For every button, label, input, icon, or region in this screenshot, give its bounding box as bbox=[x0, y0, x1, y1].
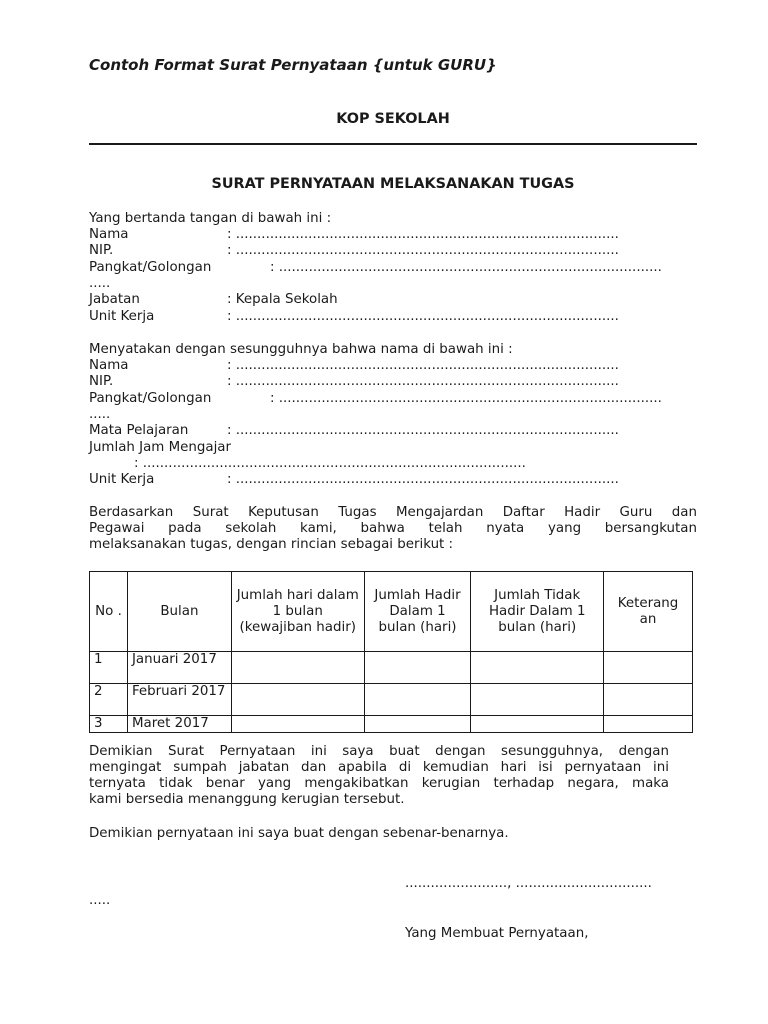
section1-nama-label: Nama bbox=[89, 227, 129, 242]
section2-jam-label: Jumlah Jam Mengajar bbox=[89, 440, 232, 455]
table-row bbox=[90, 716, 693, 733]
cell-bulan: Januari 2017 bbox=[127, 652, 231, 684]
cell-empty bbox=[471, 684, 604, 716]
header-keterangan: Keterang an bbox=[604, 572, 693, 652]
cell-empty bbox=[364, 684, 471, 716]
closing-line-4: kami bersedia menanggung kerugian tersebut. bbox=[89, 792, 405, 807]
cell-empty bbox=[231, 652, 364, 684]
basis-line-3: melaksanakan tugas, dengan rincian sebagai berikut : bbox=[89, 537, 454, 552]
cell-empty bbox=[231, 716, 364, 733]
section1-nip-field: : .......................................................................................... bbox=[227, 243, 619, 258]
section1-jabatan-field: : Kepala Sekolah bbox=[227, 292, 338, 307]
section2-nip-field: : .......................................................................................... bbox=[227, 374, 619, 389]
closing-line-3: ternyata tidak benar yang mengakibatkan kerugian terhadap negara, maka bbox=[89, 776, 669, 791]
final-statement: Demikian pernyataan ini saya buat dengan sebenar-benarnya. bbox=[89, 826, 509, 841]
cell-empty bbox=[364, 716, 471, 733]
closing-line-1: Demikian Surat Pernyataan ini saya buat dengan sesungguhnya, dengan bbox=[89, 744, 669, 759]
closing-paragraph bbox=[89, 744, 669, 808]
table-header-row bbox=[90, 572, 693, 652]
cell-empty bbox=[471, 652, 604, 684]
header-no: No . bbox=[90, 572, 128, 652]
cell-bulan: Maret 2017 bbox=[127, 716, 231, 733]
section1-jabatan-label: Jabatan bbox=[89, 292, 140, 307]
header-jumlah-tidak-hadir: Jumlah Tidak Hadir Dalam 1 bulan (hari) bbox=[471, 572, 604, 652]
section2-mapel-label: Mata Pelajaran bbox=[89, 423, 189, 438]
cell-empty bbox=[604, 684, 693, 716]
section2-nama-field: : .......................................................................................... bbox=[227, 358, 619, 373]
section1-intro: Yang bertanda tangan di bawah ini : bbox=[89, 211, 332, 226]
section1-pangkat-label: Pangkat/Golongan bbox=[89, 260, 212, 275]
section1-unit-label: Unit Kerja bbox=[89, 309, 155, 324]
basis-line-2: Pegawai pada sekolah kami, bahwa telah nyata yang bersangkutan bbox=[89, 521, 697, 536]
section1-unit-field: : .......................................................................................... bbox=[227, 309, 619, 324]
place-date-cont: ..... bbox=[89, 893, 111, 908]
cell-empty bbox=[364, 652, 471, 684]
section2-nip-label: NIP. bbox=[89, 374, 114, 389]
cell-no: 2 bbox=[90, 684, 128, 716]
section2-unit-label: Unit Kerja bbox=[89, 472, 155, 487]
letterhead-divider bbox=[89, 143, 697, 145]
cell-no: 3 bbox=[90, 716, 128, 733]
cell-no: 1 bbox=[90, 652, 128, 684]
header-jumlah-hari: Jumlah hari dalam 1 bulan (kewajiban hadir) bbox=[231, 572, 364, 652]
section1-pangkat-field: : .......................................................................................... bbox=[270, 260, 662, 275]
section2-mapel-field: : .......................................................................................... bbox=[227, 423, 619, 438]
section2-intro: Menyatakan dengan sesungguhnya bahwa nama di bawah ini : bbox=[89, 342, 513, 357]
attendance-table bbox=[89, 571, 693, 733]
section2-jam-field: : .......................................................................................... bbox=[134, 456, 526, 471]
cell-empty bbox=[604, 716, 693, 733]
header-jumlah-hadir: Jumlah Hadir Dalam 1 bulan (hari) bbox=[364, 572, 471, 652]
section2-pangkat-label: Pangkat/Golongan bbox=[89, 391, 212, 406]
place-date-field: ........................, ................................ bbox=[405, 876, 652, 891]
section2-pangkat-cont: ..... bbox=[89, 407, 111, 422]
section1-nama-field: : .......................................................................................... bbox=[227, 227, 619, 242]
cell-empty bbox=[471, 716, 604, 733]
cell-bulan: Februari 2017 bbox=[127, 684, 231, 716]
cell-empty bbox=[604, 652, 693, 684]
section2-pangkat-field: : .......................................................................................... bbox=[270, 391, 662, 406]
table-row bbox=[90, 652, 693, 684]
basis-line-1: Berdasarkan Surat Keputusan Tugas Mengajardan Daftar Hadir Guru dan bbox=[89, 505, 697, 520]
section2-unit-field: : .......................................................................................... bbox=[227, 472, 619, 487]
header-bulan: Bulan bbox=[127, 572, 231, 652]
section1-pangkat-cont: ..... bbox=[89, 276, 111, 291]
signature-closing: Yang Membuat Pernyataan, bbox=[405, 926, 589, 941]
school-letterhead-label: KOP SEKOLAH bbox=[336, 111, 450, 127]
document-title: Contoh Format Surat Pernyataan {untuk GURU} bbox=[89, 56, 497, 74]
basis-paragraph bbox=[89, 505, 697, 553]
section1-nip-label: NIP. bbox=[89, 243, 114, 258]
table-row bbox=[90, 684, 693, 716]
cell-empty bbox=[231, 684, 364, 716]
section2-nama-label: Nama bbox=[89, 358, 129, 373]
closing-line-2: mengingat sumpah jabatan dan apabila di kemudian hari isi pernyataan ini bbox=[89, 760, 669, 775]
letter-heading: SURAT PERNYATAAN MELAKSANAKAN TUGAS bbox=[211, 176, 575, 192]
